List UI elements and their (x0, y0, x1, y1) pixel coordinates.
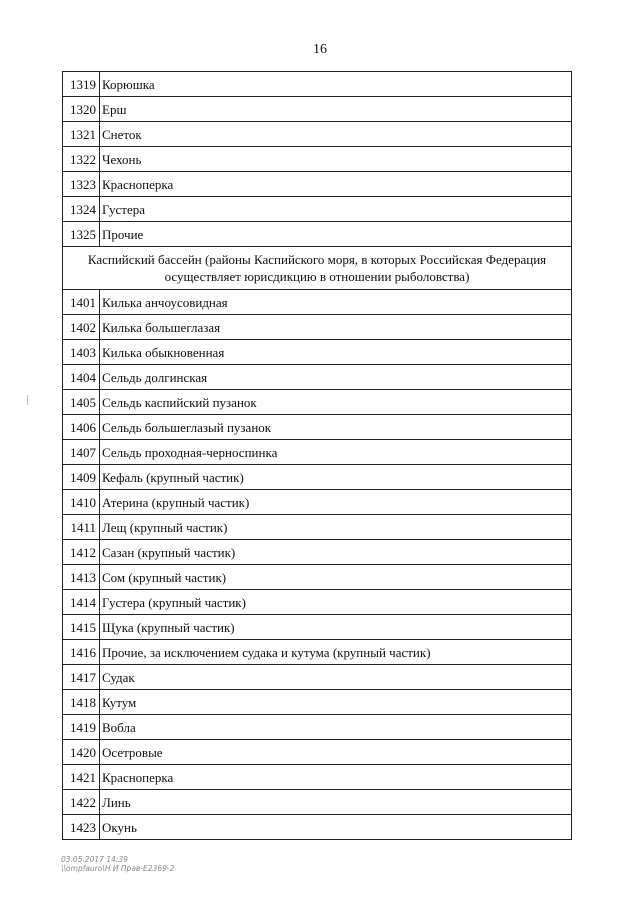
species-code: 1407 (63, 440, 100, 465)
species-code: 1415 (63, 615, 100, 640)
species-name: Сом (крупный частик) (100, 565, 572, 590)
species-name: Прочие, за исключением судака и кутума (крупный частик) (100, 640, 572, 665)
species-name: Осетровые (100, 740, 572, 765)
species-code: 1420 (63, 740, 100, 765)
section-heading-body (63, 247, 572, 290)
species-name: Красноперка (100, 172, 572, 197)
species-name: Лещ (крупный частик) (100, 515, 572, 540)
table-row (63, 197, 572, 222)
species-code: 1421 (63, 765, 100, 790)
species-name: Килька большеглазая (100, 315, 572, 340)
species-code: 1411 (63, 515, 100, 540)
species-code: 1414 (63, 590, 100, 615)
species-code: 1403 (63, 340, 100, 365)
table-row (63, 490, 572, 515)
species-code: 1401 (63, 290, 100, 315)
species-code: 1418 (63, 690, 100, 715)
species-name: Килька обыкновенная (100, 340, 572, 365)
table-row (63, 415, 572, 440)
species-name: Ерш (100, 97, 572, 122)
species-name: Судак (100, 665, 572, 690)
species-name: Корюшка (100, 72, 572, 97)
species-name: Прочие (100, 222, 572, 247)
table-body-upper (63, 72, 572, 247)
table-row (63, 740, 572, 765)
species-name: Сельдь долгинская (100, 365, 572, 390)
table-row (63, 390, 572, 415)
species-code: 1406 (63, 415, 100, 440)
table-row (63, 540, 572, 565)
table-row (63, 172, 572, 197)
species-code: 1320 (63, 97, 100, 122)
table-row (63, 815, 572, 840)
species-code: 1412 (63, 540, 100, 565)
page-number: 16 (313, 42, 327, 57)
footer-stamp (61, 855, 174, 873)
species-code: 1322 (63, 147, 100, 172)
table-row (63, 440, 572, 465)
species-code-table (62, 71, 572, 840)
species-code: 1409 (63, 465, 100, 490)
species-code: 1423 (63, 815, 100, 840)
table-row (63, 790, 572, 815)
species-name: Густера (крупный частик) (100, 590, 572, 615)
species-name: Кутум (100, 690, 572, 715)
species-code: 1325 (63, 222, 100, 247)
species-name: Линь (100, 790, 572, 815)
table-body-lower (63, 290, 572, 840)
species-name: Килька анчоусовидная (100, 290, 572, 315)
species-name: Снеток (100, 122, 572, 147)
species-code: 1417 (63, 665, 100, 690)
species-name: Вобла (100, 715, 572, 740)
species-code: 1419 (63, 715, 100, 740)
table-row (63, 665, 572, 690)
footer-stamp-date: 03.05.2017 14:39 (61, 855, 128, 864)
species-code: 1410 (63, 490, 100, 515)
table-row (63, 465, 572, 490)
table-row (63, 222, 572, 247)
species-name: Сельдь проходная-черноспинка (100, 440, 572, 465)
table-row (63, 122, 572, 147)
table-row (63, 765, 572, 790)
table-row (63, 340, 572, 365)
species-code: 1324 (63, 197, 100, 222)
species-code: 1323 (63, 172, 100, 197)
species-name: Кефаль (крупный частик) (100, 465, 572, 490)
table-row (63, 365, 572, 390)
species-name: Окунь (100, 815, 572, 840)
species-code: 1405 (63, 390, 100, 415)
table-row (63, 515, 572, 540)
table-row (63, 315, 572, 340)
species-code: 1404 (63, 365, 100, 390)
table-row (63, 715, 572, 740)
table-row (63, 147, 572, 172)
margin-mark (27, 395, 28, 405)
table-row (63, 640, 572, 665)
species-name: Сельдь большеглазый пузанок (100, 415, 572, 440)
footer-stamp-path: \\ompfauro\Н И Прав-Е2369-2 (61, 864, 175, 873)
species-name: Чехонь (100, 147, 572, 172)
table-row (63, 615, 572, 640)
species-code: 1319 (63, 72, 100, 97)
species-name: Красноперка (100, 765, 572, 790)
species-code: 1321 (63, 122, 100, 147)
section-heading: Каспийский бассейн (районы Каспийского моря, в которых Российская Федерация осуществляет юрисдикцию в отношении рыболовства) (63, 247, 572, 290)
table-row (63, 97, 572, 122)
table-row (63, 565, 572, 590)
table-row (63, 72, 572, 97)
section-heading-row (63, 247, 572, 290)
species-name: Густера (100, 197, 572, 222)
species-code: 1416 (63, 640, 100, 665)
table-row (63, 290, 572, 315)
species-code: 1413 (63, 565, 100, 590)
species-name: Атерина (крупный частик) (100, 490, 572, 515)
species-name: Сазан (крупный частик) (100, 540, 572, 565)
species-code: 1402 (63, 315, 100, 340)
table-row (63, 690, 572, 715)
species-name: Сельдь каспийский пузанок (100, 390, 572, 415)
table-row (63, 590, 572, 615)
species-code: 1422 (63, 790, 100, 815)
species-name: Щука (крупный частик) (100, 615, 572, 640)
